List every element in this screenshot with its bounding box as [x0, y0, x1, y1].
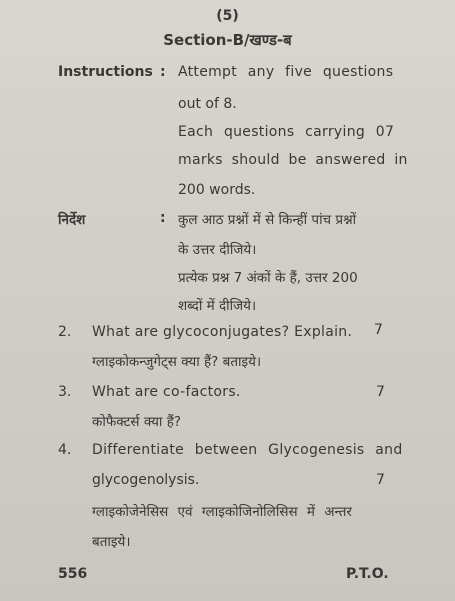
- question-2-marks: 7: [374, 322, 383, 338]
- question-4-text-line-1: Differentiate between Glycogenesis and: [92, 442, 403, 458]
- question-4-hindi-line-2: बताइये।: [92, 534, 131, 550]
- nirdesh-line-4: शब्दों में दीजिये।: [178, 298, 257, 314]
- nirdesh-line-2: के उत्तर दीजिये।: [178, 242, 257, 258]
- question-2-number: 2.: [58, 324, 72, 340]
- section-title: Section-B/खण्ड-ब: [163, 31, 292, 49]
- instructions-line-4: marks should be answered in: [178, 152, 408, 168]
- paper-code: 556: [58, 566, 88, 582]
- nirdesh-label: निर्देश: [58, 212, 86, 228]
- instructions-line-3: Each questions carrying 07: [178, 124, 395, 140]
- question-4-hindi-line-1: ग्लाइकोजेनेसिस एवं ग्लाइकोजिनोलिसिस में अन्तर: [92, 504, 352, 520]
- page-number: (5): [216, 8, 239, 24]
- question-4-number: 4.: [58, 442, 72, 458]
- instructions-colon: :: [160, 64, 166, 80]
- nirdesh-line-3: प्रत्येक प्रश्न 7 अंकों के हैं, उत्तर 200: [178, 270, 358, 286]
- instructions-line-5: 200 words.: [178, 182, 256, 198]
- question-3-text: What are co-factors.: [92, 384, 241, 400]
- question-3-hindi: कोफैक्टर्स क्या हैं?: [92, 414, 182, 430]
- question-2-text: What are glycoconjugates? Explain.: [92, 324, 353, 340]
- question-3-number: 3.: [58, 384, 72, 400]
- nirdesh-line-1: कुल आठ प्रश्नों में से किन्हीं पांच प्रश्नों: [178, 212, 357, 228]
- question-4-text-line-2: glycogenolysis.: [92, 472, 200, 488]
- instructions-label: Instructions: [58, 64, 153, 80]
- pto-label: P.T.O.: [346, 566, 389, 582]
- instructions-line-2: out of 8.: [178, 96, 237, 112]
- question-2-hindi: ग्लाइकोकन्जुगेट्स क्या हैं? बताइये।: [92, 354, 262, 370]
- question-4-marks: 7: [376, 472, 385, 488]
- instructions-line-1: Attempt any five questions: [178, 64, 394, 80]
- question-3-marks: 7: [376, 384, 385, 400]
- nirdesh-colon: :: [160, 210, 166, 226]
